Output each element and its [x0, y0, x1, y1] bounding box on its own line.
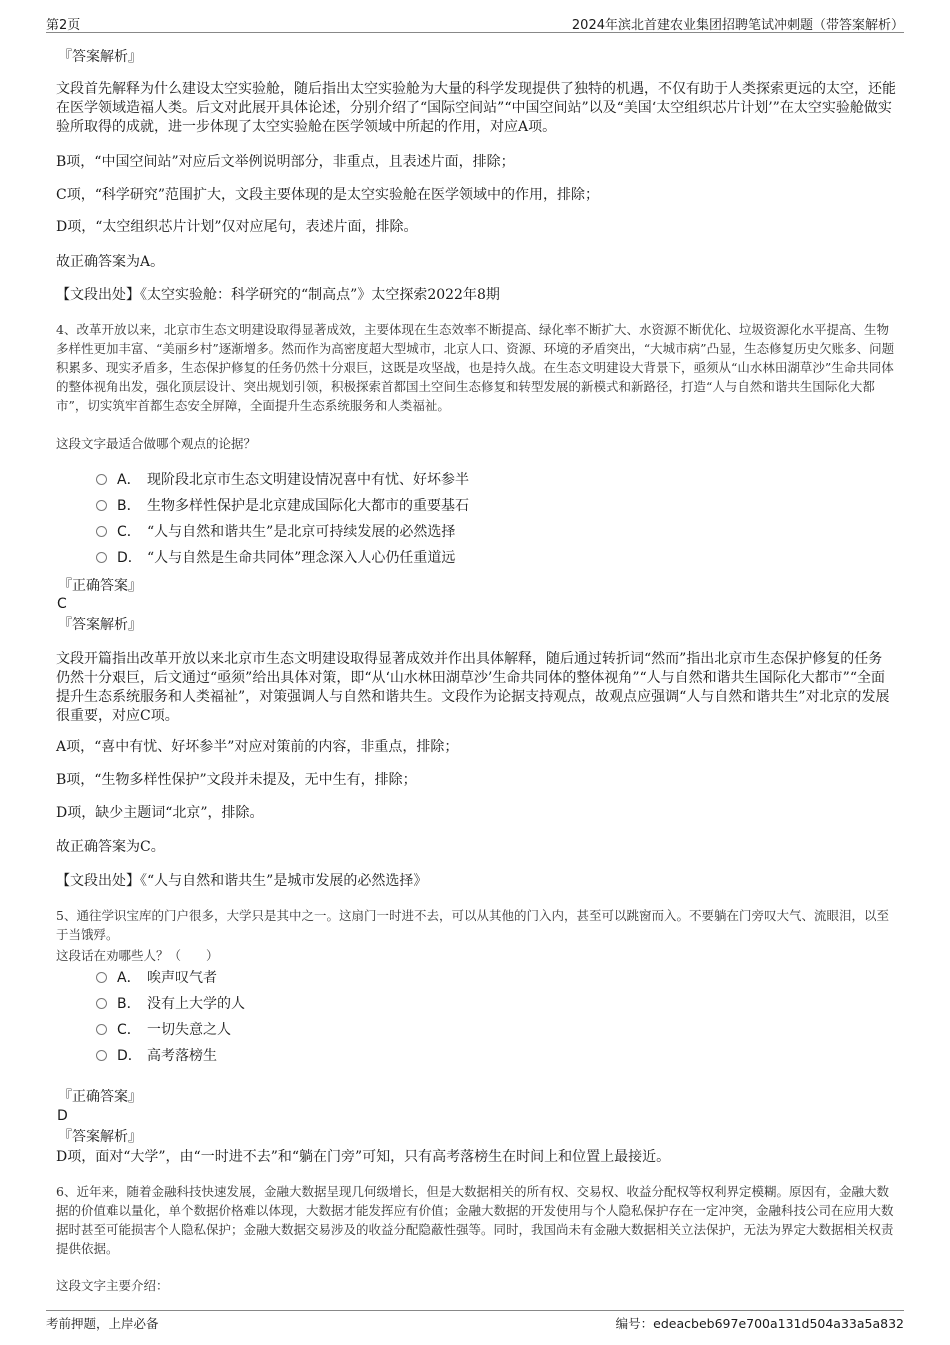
- q4-option-d[interactable]: D． “人与自然是生命共同体”理念深入人心仍任重道远: [96, 548, 455, 568]
- option-c-explanation: C项，“科学研究”范围扩大，文段主要体现的是太空实验舱在医学领域中的作用，排除；: [56, 187, 600, 203]
- conclusion: 故正确答案为C。: [56, 839, 165, 855]
- radio-button-icon[interactable]: [96, 998, 107, 1009]
- source-citation: 【文段出处】《“人与自然和谐共生”是城市发展的必然选择》: [56, 873, 428, 889]
- analysis-paragraph: 文段开篇指出改革开放以来北京市生态文明建设取得显著成效并作出具体解释，随后通过转折词“然而”指出北京市生态保护修复的任务仍然十分艰巨，后文通过“亟须”给出具体对策，即“从‘山水林田湖草沙’生命共同体的整体视角”“人与自然和谐共生国际化大都市”“全面提升生态系统服务和人类福祉”，对策强调人与自然和谐共生。文段作为论据支持观点，故观点应强调“人与自然和谐共生”对北京的发展很重要，对应C项。: [56, 651, 890, 724]
- option-text: 高考落榜生: [147, 1048, 217, 1064]
- correct-answer-label: 『正确答案』: [58, 1089, 142, 1105]
- page-footer: [46, 1310, 904, 1333]
- option-d-explanation: D项，缺少主题词“北京”，排除。: [56, 805, 264, 821]
- option-text: 现阶段北京市生态文明建设情况喜中有忧、好坏参半: [147, 472, 469, 488]
- correct-answer: C: [57, 596, 67, 612]
- option-text: 没有上大学的人: [147, 996, 245, 1012]
- conclusion: 故正确答案为A。: [56, 254, 165, 270]
- question-6-stem: 6、近年来，随着金融科技快速发展，金融大数据呈现几何级增长，但是大数据相关的所有权、交易权、收益分配权等权利界定模糊。原因有，金融大数据的价值难以量化，单个数据价格难以体现，大数据才能发挥应有价值；金融大数据的开发使用与个人隐私保护存在一定冲突，金融科技公司在应用大数据时甚至可能损害个人隐私保护；金融大数据交易涉及的收益分配隐蔽性强等。同时，我国尚未有金融大数据相关立法保护，无法为界定大数据相关权责提供依据。: [56, 1184, 894, 1256]
- option-b-explanation: B项，“生物多样性保护”文段并未提及，无中生有，排除；: [56, 772, 417, 788]
- source-citation: 【文段出处】《太空实验舱：科学研究的“制高点”》太空探索2022年8期: [56, 287, 500, 303]
- q5-option-a[interactable]: A． 唉声叹气者: [96, 968, 217, 988]
- option-b-explanation: B项，“中国空间站”对应后文举例说明部分，非重点，且表述片面，排除；: [56, 154, 515, 170]
- question-6-prompt: 这段文字主要介绍：: [56, 1278, 169, 1293]
- correct-answer: D: [57, 1108, 68, 1124]
- question-4-stem: 4、改革开放以来，北京市生态文明建设取得显著成效，主要体现在生态效率不断提高、绿化率不断扩大、水资源不断优化、垃圾资源化水平提高、生物多样性更加丰富、“美丽乡村”逐渐增多。然而作为高密度超大型城市，北京人口、资源、环境的矛盾突出，“大城市病”凸显，生态修复历史欠账多、问题积累多、现实矛盾多，生态保护修复的任务仍然十分艰巨，这既是攻坚战，也是持久战。在生态文明建设大背景下，亟须从“山水林田湖草沙”生命共同体的整体视角出发，强化顶层设计、突出规划引领，积极探索首都国土空间生态修复和转型发展的新模式和新路径，打造“人与自然和谐共生国际化大都市”，切实筑牢首都生态安全屏障，全面提升生态系统服务和人类福祉。: [56, 322, 895, 413]
- option-a-explanation: A项，“喜中有忧、好坏参半”对应对策前的内容，非重点，排除；: [56, 739, 459, 755]
- q4-option-b[interactable]: B． 生物多样性保护是北京建成国际化大都市的重要基石: [96, 496, 469, 516]
- document-title: 2024年滨北首建农业集团招聘笔试冲刺题（带答案解析）: [571, 18, 904, 33]
- option-text: “人与自然和谐共生”是北京可持续发展的必然选择: [147, 524, 456, 540]
- question-5-stem: 5、通往学识宝库的门户很多，大学只是其中之一。这扇门一时进不去，可以从其他的门入内，甚至可以跳窗而入。不要躺在门旁叹大气、流眼泪，以至于当饿殍。: [56, 908, 889, 942]
- analysis-paragraph: 文段首先解释为什么建设太空实验舱，随后指出太空实验舱为大量的科学发现提供了独特的机遇，不仅有助于人类探索更远的太空，还能在医学领域造福人类。后文对此展开具体论述，分别介绍了“国际空间站”“中国空间站”以及“美国‘太空组织芯片计划’”在太空实验舱做实验所取得的成就，进一步体现了太空实验舱在医学领域中所起的作用，对应A项。: [56, 81, 896, 135]
- option-text: 唉声叹气者: [147, 970, 217, 986]
- option-text: 生物多样性保护是北京建成国际化大都市的重要基石: [147, 498, 469, 514]
- analysis-label: 『答案解析』: [58, 49, 142, 65]
- option-text: “人与自然是生命共同体”理念深入人心仍任重道远: [147, 550, 456, 566]
- q4-option-c[interactable]: C． “人与自然和谐共生”是北京可持续发展的必然选择: [96, 522, 455, 542]
- radio-button-icon[interactable]: [96, 474, 107, 485]
- page-number: 第2页: [46, 18, 81, 33]
- option-d-explanation: D项，“太空组织芯片计划”仅对应尾句，表述片面，排除。: [56, 219, 418, 235]
- document-serial: 编号：edeacbeb697e700a131d504a33a5a832: [615, 1316, 904, 1331]
- analysis-label: 『答案解析』: [58, 1129, 142, 1145]
- page-header: [46, 12, 904, 33]
- radio-button-icon[interactable]: [96, 526, 107, 537]
- option-text: 一切失意之人: [147, 1022, 231, 1038]
- q5-option-d[interactable]: D． 高考落榜生: [96, 1046, 217, 1066]
- analysis-paragraph: D项，面对“大学”，由“一时进不去”和“躺在门旁”可知，只有高考落榜生在时间上和位置上最接近。: [56, 1149, 671, 1165]
- q5-option-b[interactable]: B． 没有上大学的人: [96, 994, 245, 1014]
- question-5-prompt: 这段话在劝哪些人？（ ）: [56, 948, 219, 963]
- q5-option-c[interactable]: C． 一切失意之人: [96, 1020, 231, 1040]
- radio-button-icon[interactable]: [96, 972, 107, 983]
- correct-answer-label: 『正确答案』: [58, 578, 142, 594]
- radio-button-icon[interactable]: [96, 1024, 107, 1035]
- radio-button-icon[interactable]: [96, 1050, 107, 1061]
- analysis-label: 『答案解析』: [58, 617, 142, 633]
- footer-slogan: 考前押题，上岸必备: [46, 1316, 159, 1331]
- q4-option-a[interactable]: A． 现阶段北京市生态文明建设情况喜中有忧、好坏参半: [96, 470, 469, 490]
- radio-button-icon[interactable]: [96, 552, 107, 563]
- question-4-prompt: 这段文字最适合做哪个观点的论据？: [56, 436, 257, 451]
- radio-button-icon[interactable]: [96, 500, 107, 511]
